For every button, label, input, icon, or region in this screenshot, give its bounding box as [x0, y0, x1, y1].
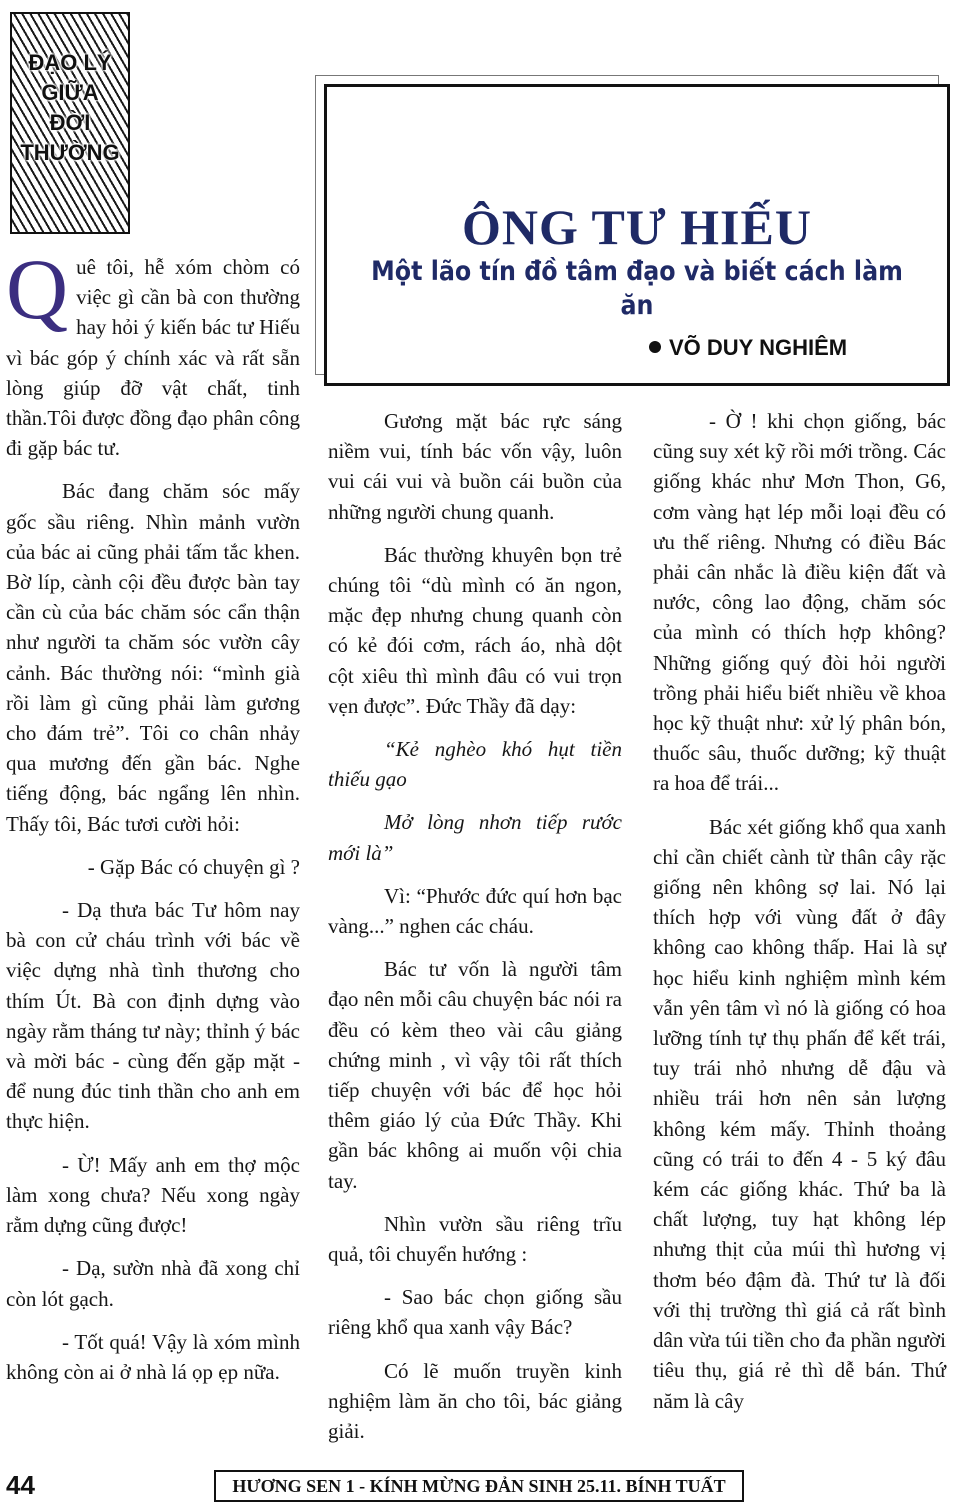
paragraph: Bác tư vốn là người tâm đạo nên mỗi câu chuyện bác nói ra đều có kèm theo vài câu giảng chứng minh , vì vậy tôi rất thích tiếp chuyện với bác để học hỏi thêm giáo lý của Đức Thầy. Khi gần bác không ai muốn vội chia tay.: [328, 957, 622, 1193]
paragraph-text: uê tôi, hễ xóm chòm có việc gì cần bà con thường hay hỏi ý kiến bác tư Hiếu vì bác góp ý chính xác và rất sẵn lòng giúp đỡ vật chất, tinh thần.Tôi được đồng đạo phân công đi gặp bác tư.: [6, 255, 300, 461]
paragraph: - Ờ ! khi chọn giống, bác cũng suy xét kỹ rồi mới trồng. Các giống khác như Mơn Thon, G6, cơm vàng hạt lép mỗi loại đều có ưu thế riêng. Nhưng có điều Bác phải cân nhắc là điều kiện đất và nước, công lao động, chăm sóc của mình có thích hợp không? Những giống quý đòi hỏi người trồng phải hiểu biết nhiều về khoa học kỹ thuật như: xử lý phân bón, thuốc sâu, thuốc dưỡng; kỹ thuật ra hoa để trái...: [653, 409, 946, 796]
author-name: VÕ DUY NGHIÊM: [669, 335, 848, 360]
section-tag: [10, 12, 130, 234]
column-1: [6, 241, 300, 1400]
title-box: [324, 84, 950, 386]
verse-line: “Kẻ nghèo khó hụt tiền thiếu gạo: [328, 737, 622, 792]
paragraph: - Dạ thưa bác Tư hôm nay bà con cử cháu trình với bác về việc dựng nhà tình thương cho thím Út. Bà con định dựng vào ngày rằm tháng tư này; thỉnh ý bác và mời bác - cùng đến gặp mặt - để nung đúc tinh thần cho anh em thực hiện.: [6, 898, 300, 1134]
drop-cap: Q: [6, 241, 69, 337]
bullet-icon: [649, 341, 661, 353]
verse-line: Mở lòng nhơn tiếp rước mới là”: [328, 810, 622, 865]
section-tag-text: ĐẠO LÝ GIỮA ĐỜI THƯỜNG: [20, 50, 120, 165]
paragraph: - Tốt quá! Vậy là xóm mình không còn ai ở nhà lá ọp ẹp nữa.: [6, 1329, 300, 1384]
column-2: [328, 406, 622, 1459]
paragraph: - Ừ! Mấy anh em thợ mộc làm xong chưa? Nếu xong ngày rằm dựng cũng được!: [6, 1152, 300, 1238]
footer-banner: HƯƠNG SEN 1 - KÍNH MỪNG ĐẢN SINH 25.11. BÍNH TUẤT: [214, 1470, 744, 1502]
paragraph: - Sao bác chọn giống sầu riêng khổ qua xanh vậy Bác?: [328, 1285, 622, 1340]
paragraph: - Dạ, sườn nhà đã xong chỉ còn lót gạch.: [6, 1256, 300, 1311]
paragraph: [6, 241, 300, 463]
paragraph: Có lẽ muốn truyền kinh nghiệm làm ăn cho tôi, bác giảng giải.: [328, 1358, 622, 1444]
paragraph: Nhìn vườn sầu riêng trĩu quả, tôi chuyển hướng :: [328, 1211, 622, 1267]
paragraph: Bác xét giống khổ qua xanh chỉ cần chiết cành từ thân cây rặc giống nên không sợ lai. Nó lại thích hợp với vùng đất ở đây không cao không thấp. Hai là sự học hiểu kinh nghiệm mình kém vẫn yên tâm vì nó là giống có hoa lưỡng tính tự thụ phấn để kết trái, tuy trái nhỏ nhưng dễ đậu và nhiều trái hơn nên sản lượng không kém mấy. Thỉnh thoảng cũng có trái to đến 4 - 5 ký đâu kém các giống khác. Thứ ba là chất lượng, tuy hạt không lép nhưng thịt của múi thì hương vị thơm béo đậm đà. Thứ tư là đối với thị trường thì giá cả rất bình dân vừa túi tiền cho đa phần người tiêu thụ, giá rẻ thì dễ bán. Thứ năm là cây: [653, 814, 946, 1413]
paragraph: Bác thường khuyên bọn trẻ chúng tôi “dù mình có ăn ngon, mặc đẹp nhưng chung quanh còn có kẻ đói cơm, rách áo, nhà dột cột xiêu thì mình đâu có vui trọn vẹn được”. Đức Thầy đã dạy:: [328, 542, 622, 718]
article-title: ÔNG TƯ HIẾU: [462, 199, 812, 255]
paragraph: Gương mặt bác rực sáng niềm vui, tính bác vốn vậy, luôn vui cái vui và buồn cái buồn của những người chung quanh.: [328, 409, 622, 524]
author-byline: [649, 335, 847, 361]
paragraph: Vì: “Phước đức quí hơn bạc vàng...” nghen các cháu.: [328, 883, 622, 939]
paragraph: Bác đang chăm sóc mấy gốc sầu riêng. Nhìn mảnh vườn của bác ai cũng phải tấm tắc khen. Bờ líp, cành cội đều được bàn tay cần cù của bác chăm sóc cẩn thận như người ta chăm sóc vườn cây cảnh. Bác thường nói: “mình già rồi làm gì cũng phải làm gương cho đám trẻ”. Tôi co chân nhảy qua mương đến gần bác. Nghe tiếng động, bác ngẩng lên nhìn. Thấy tôi, Bác tươi cười hỏi:: [6, 479, 300, 836]
page-number: 44: [6, 1470, 35, 1500]
paragraph: - Gặp Bác có chuyện gì ?: [87, 854, 300, 879]
article-subtitle: Một lão tín đồ tâm đạo và biết cách làm ăn: [371, 256, 903, 321]
column-3: [653, 406, 946, 1429]
